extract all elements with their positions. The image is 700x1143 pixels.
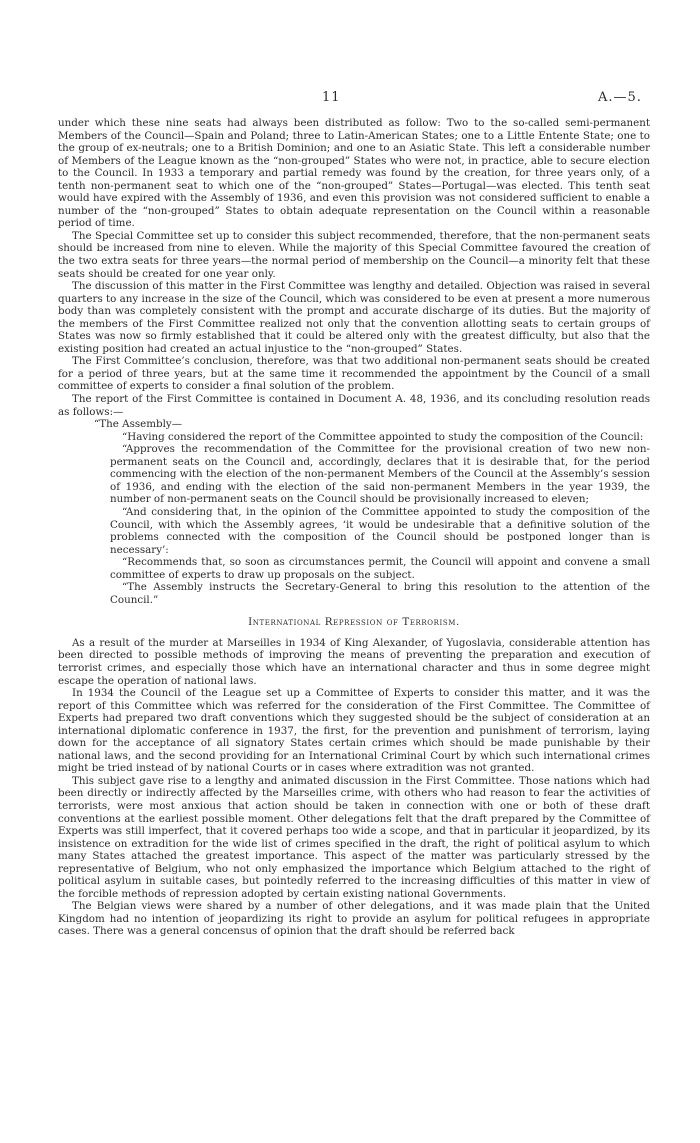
resolution-recommends: “Recommends that, so soon as circumstances permit, the Council will appoint and convene a small committee of experts to draw up proposals on the subject.	[110, 556, 650, 581]
paragraph-first-committee-discussion: The discussion of this matter in the First Committee was lengthy and detailed. Objection was raised in several quarters to any increase in the size of the Council, which was considered to be even at present a more numerous body than was completely consistent with the prompt and accurate discharge of its duties. But the majority of the members of the First Committee realized not only that the convention allotting seats to certain groups of States was now so firmly established that it could be altered only with the greatest difficulty, but also that the existing position had created an actual injustice to the “non-grouped” States.	[58, 280, 650, 355]
paragraph-discussion: This subject gave rise to a lengthy and animated discussion in the First Committee. Those nations which had been directly or indirectly affected by the Marseilles crime, with others who had reason to fear the activities of terrorists, were most anxious that action should be taken in connection with one or both of these draft conventions at the earliest possible moment. Other delegations felt that the draft prepared by the Committee of Experts was still imperfect, that it covered perhaps too wide a scope, and that in particular it jeopardized, by its insistence on extradition for the wide list of crimes specified in the draft, the right of political asylum to which many States attached the greatest importance. This aspect of the matter was particularly stressed by the representative of Belgium, who not only emphasized the importance which Belgium attached to the right of political asylum in suitable cases, but pointedly referred to the increasing difficulties of this matter in view of the forcible methods of repression adopted by certain existing national Governments.	[58, 774, 650, 900]
paragraph-report-reference: The report of the First Committee is contained in Document A. 48, 1936, and its concluding resolution reads as follows:—	[58, 393, 650, 418]
resolution-having-considered: “Having considered the report of the Committee appointed to study the composition of the Council:	[122, 430, 644, 443]
section-heading-terrorism: International Repression of Terrorism.	[248, 616, 460, 629]
resolution-instructs: “The Assembly instructs the Secretary-General to bring this resolution to the attention of the Council.”	[110, 581, 650, 606]
assembly-resolution	[94, 418, 650, 606]
paragraph-special-committee: The Special Committee set up to consider this subject recommended, therefore, that the non-permanent seats should be increased from nine to eleven. While the majority of this Special Committee favoured the creation of the two extra seats for three years—the normal period of membership on the Council—a minority felt that these seats should be created for one year only.	[58, 229, 650, 280]
paragraph-council-seats: under which these nine seats had always been distributed as follow: Two to the so-called semi-permanent Members of the Council—Spain and Poland; three to Latin-American States; one to a Little Entente State; one to the group of ex-neutrals; one to a British Dominion; and one to an Asiatic State. This left a considerable number of Members of the League known as the “non-grouped” States who were not, in practice, able to secure election to the Council. In 1933 a temporary and partial remedy was found by the creation, for three years only, of a tenth non-permanent seat to which one of the “non-grouped” States—Portugal—was elected. This tenth seat would have expired with the Assembly of 1936, and even this provision was not considered sufficient to enable a number of the “non-grouped” States to obtain adequate representation on the Council within a reasonable period of time.	[58, 117, 650, 230]
paragraph-first-committee-conclusion: The First Committee’s conclusion, therefore, was that two additional non-permanent seats should be created for a period of three years, but at the same time it recommended the appointment by the Council of a small committee of experts to consider a final solution of the problem.	[58, 355, 650, 393]
page-number: 11	[322, 90, 341, 105]
paragraph-committee-of-experts: In 1934 the Council of the League set up a Committee of Experts to consider this matter, and it was the report of this Committee which was referred for the consideration of the First Committee. The Committee of Experts had prepared two draft conventions which they suggested should be the subject of consideration at an international diplomatic conference in 1937, the first, for the prevention and punishment of terrorism, laying down for the acceptance of all signatory States certain crimes which should be made punishable by their national laws, and the second providing for an International Criminal Court by which such international crimes might be tried instead of by national Courts or in cases where extradition was not granted.	[58, 687, 650, 775]
paragraph-belgian-views: The Belgian views were shared by a number of other delegations, and it was made plain that the United Kingdom had no intention of jeopardizing its right to provide an asylum for political refugees in appropriate cases. There was a general concensus of opinion that the draft should be referred back	[58, 900, 650, 938]
resolution-opening: “The Assembly—	[94, 418, 182, 431]
resolution-and-considering: “And considering that, in the opinion of the Committee appointed to study the composition of the Council, with which the Assembly agrees, ‘it would be undesirable that a definitive solution of the problems connected with the composition of the Council should be postponed longer than is necessary’:	[110, 505, 650, 556]
body-text	[58, 117, 650, 938]
document-reference: A.—5.	[598, 90, 642, 105]
resolution-approves: “Approves the recommendation of the Committee for the provisional creation of two new non-permanent seats on the Council and, accordingly, declares that it is desirable that, for the period commencing with the election of the non-permanent Members of the Council at the Assembly’s session of 1936, and ending with the election of the said non-permanent Members in the year 1939, the number of non-permanent seats on the Council should be provisionally increased to eleven;	[110, 443, 650, 506]
paragraph-marseilles-murder: As a result of the murder at Marseilles in 1934 of King Alexander, of Yugoslavia, considerable attention has been directed to possible methods of improving the means of preventing the preparation and execution of terrorist crimes, and especially those which have an international character and thus in some degree might escape the operation of national laws.	[58, 636, 650, 687]
